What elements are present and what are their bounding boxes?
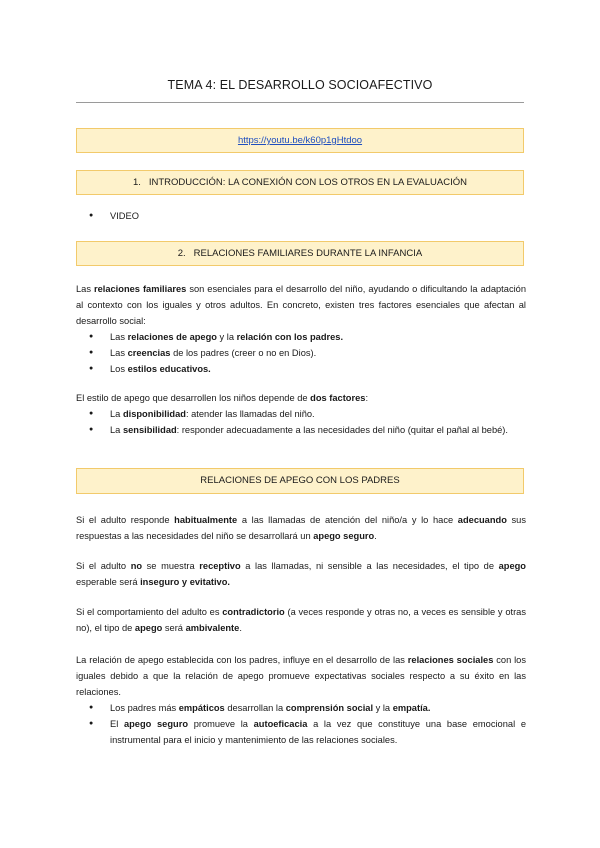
page-title: TEMA 4: EL DESARROLLO SOCIOAFECTIVO: [167, 78, 433, 92]
social-list: [76, 700, 526, 748]
video-list: [76, 208, 526, 224]
subheading-box: [76, 468, 524, 494]
title-divider: [76, 102, 524, 103]
paragraph-social: La relación de apego establecida con los padres, influye en el desarrollo de las relaciones sociales con los iguales debido a que la relación de apego promueve expectativas sociales respecto a su éxito en las relaciones.: [76, 655, 527, 697]
link-box: [76, 128, 524, 153]
list-item-video: ● VIDEO: [76, 208, 526, 224]
section-1-number: 1.: [133, 177, 141, 188]
section-2-heading: [76, 241, 524, 266]
list-item: ● El apego seguro promueve la autoeficacia a la vez que constituye una base emocional e instrumental para el inicio y mantenimiento de las relaciones sociales.: [76, 716, 526, 748]
list-item: ● La disponibilidad: atender las llamadas del niño.: [76, 406, 526, 422]
list-item: ● Los estilos educativos.: [76, 361, 526, 377]
paragraph-secure: Si el adulto responde habitualmente a las llamadas de atención del niño/a y lo hace adecuando sus respuestas a las necesidades del niño se desarrollará un apego seguro.: [76, 515, 526, 541]
section-2-number: 2.: [177, 248, 186, 259]
list-item: ● La sensibilidad: responder adecuadamente a las necesidades del niño (quitar el pañal al bebé).: [76, 422, 526, 438]
section-1-heading: [76, 170, 524, 195]
factors-list: [76, 329, 526, 377]
attachment-factors-block: [76, 390, 526, 438]
family-relations-block: [76, 281, 526, 377]
section-1-title: INTRODUCCIÓN: LA CONEXIÓN CON LOS OTROS EN LA EVALUACIÓN: [148, 177, 467, 188]
section-2-title: RELACIONES FAMILIARES DURANTE LA INFANCIA: [193, 248, 423, 259]
social-relations-block: [76, 652, 526, 748]
video-link[interactable]: https://youtu.be/k60p1gHtdoo: [237, 135, 363, 146]
paragraph-attachment-style: El estilo de apego que desarrollen los niños depende de dos factores:: [76, 393, 369, 403]
list-item: ● Las relaciones de apego y la relación con los padres.: [76, 329, 526, 345]
list-item: ● Los padres más empáticos desarrollan la comprensión social y la empatía.: [76, 700, 526, 716]
attachment-factors-list: [76, 406, 526, 438]
paragraph-intro: Las relaciones familiares son esenciales para el desarrollo del niño, ayudando o dificultando la adaptación al contexto con los iguales y otros adultos. En concreto, existen tres factores esenciales que afectan al desarrollo social:: [76, 284, 526, 326]
subheading-title: RELACIONES DE APEGO CON LOS PADRES: [200, 475, 400, 486]
paragraph-ambivalent: Si el comportamiento del adulto es contradictorio (a veces responde y otras no, a veces es sensible y otras no), el tipo de apego será ambivalente.: [76, 607, 527, 633]
list-item: ● Las creencias de los padres (creer o no en Dios).: [76, 345, 526, 361]
paragraph-avoidant: Si el adulto no se muestra receptivo a las llamadas, ni sensible a las necesidades, el tipo de apego esperable será inseguro y evitativo.: [76, 561, 526, 587]
